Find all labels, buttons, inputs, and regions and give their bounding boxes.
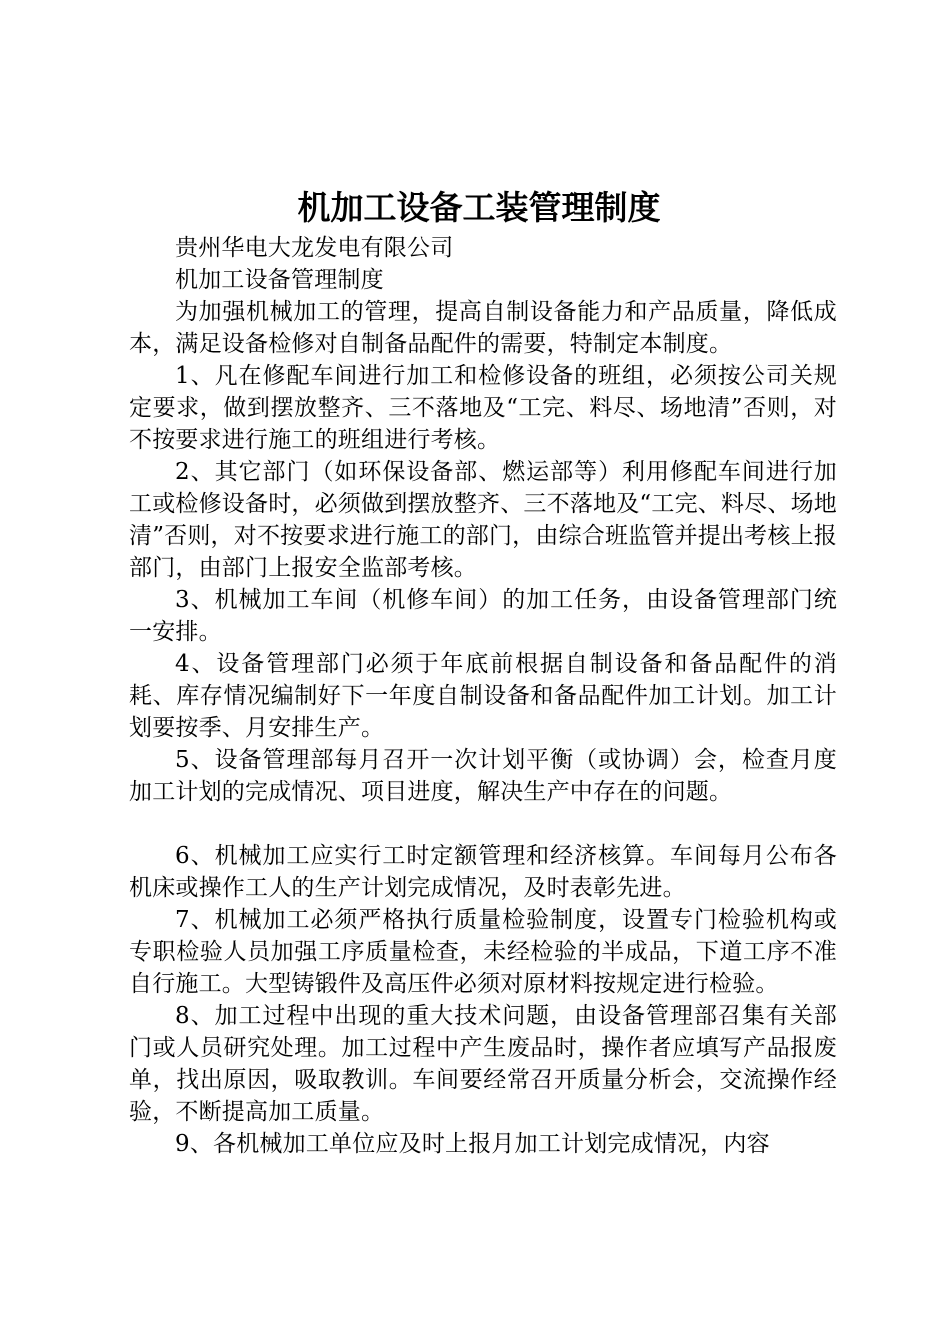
paragraph-item-9: 9、各机械加工单位应及时上报月加工计划完成情况，内容	[175, 1131, 770, 1157]
paragraph-item-2: 2、其它部门（如环保设备部、燃运部等）利用修配车间进行加工或检修设备时，必须做到摆放整齐、三不落地及“工完、料尽、场地清”否则，对不按要求进行施工的部门，由综合班监管并提出考核上报部门，由部门上报安全监部考核。	[129, 459, 837, 581]
paragraph-item-5: 5、设备管理部每月召开一次计划平衡（或协调）会，检查月度加工计划的完成情况、项目进度，解决生产中存在的问题。	[129, 747, 837, 805]
document-title: 机加工设备工装管理制度	[297, 188, 661, 227]
paragraph-intro: 为加强机械加工的管理，提高自制设备能力和产品质量，降低成本，满足设备检修对自制备品配件的需要，特制定本制度。	[129, 299, 837, 357]
paragraph-item-4: 4、设备管理部门必须于年底前根据自制设备和备品配件的消耗、库存情况编制好下一年度自制设备和备品配件加工计划。加工计划要按季、月安排生产。	[129, 651, 837, 741]
paragraph-item-6: 6、机械加工应实行工时定额管理和经济核算。车间每月公布各机床或操作工人的生产计划完成情况，及时表彰先进。	[129, 843, 837, 901]
paragraph-item-3: 3、机械加工车间（机修车间）的加工任务，由设备管理部门统一安排。	[129, 587, 837, 645]
company-name: 贵州华电大龙发电有限公司	[175, 235, 454, 261]
paragraph-item-8: 8、加工过程中出现的重大技术问题，由设备管理部召集有关部门或人员研究处理。加工过程中产生废品时，操作者应填写产品报废单，找出原因，吸取教训。车间要经常召开质量分析会，交流操作经验，不断提高加工质量。	[129, 1003, 837, 1125]
paragraph-item-7: 7、机械加工必须严格执行质量检验制度，设置专门检验机构或专职检验人员加强工序质量检查，未经检验的半成品，下道工序不准自行施工。大型铸锻件及高压件必须对原材料按规定进行检验。	[129, 907, 837, 997]
document-body	[129, 232, 837, 1160]
document-subtitle: 机加工设备管理制度	[175, 267, 384, 293]
paragraph-item-1: 1、凡在修配车间进行加工和检修设备的班组，必须按公司关规定要求，做到摆放整齐、三不落地及“工完、料尽、场地清”否则，对不按要求进行施工的班组进行考核。	[129, 363, 837, 453]
